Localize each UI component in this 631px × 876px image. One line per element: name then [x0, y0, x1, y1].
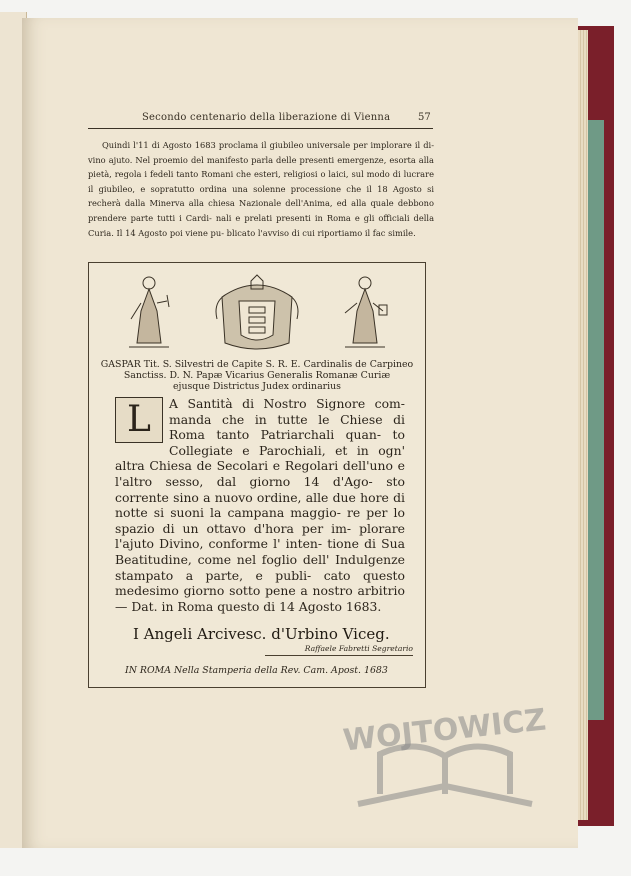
intro-line: alla chiesa Nazionale dell'Anima, ed alla quale debbono prendere parte tutti i Cardi-: [88, 198, 435, 223]
body-line: re per lo spazio di un ottavo d'hora per im-: [115, 505, 405, 536]
body-line: ogn' altra Chiesa de Secolari e Regolari: [115, 442, 405, 474]
body-line: dell' Indulgenze stampato a parte, e publi-: [115, 551, 406, 583]
page-number: 57: [418, 112, 431, 123]
body-line: a nostro arbitrio — Dat. in Roma questo di: [115, 583, 405, 614]
secretary-line: Raffaele Fabretti Segretario: [304, 644, 413, 653]
body-line: hore di notte si suoni la campana maggio-: [115, 489, 405, 521]
saint-right-engraving: [345, 277, 387, 347]
running-head: Secondo centenario della liberazione di Vienna: [142, 112, 391, 123]
intro-line: regola i fedeli tanto Romani che esteri, religiosi o laici, sul modo di lucrare il giubileo,: [88, 169, 434, 194]
body-line: manda che in tutte le Chiese di: [169, 411, 405, 427]
intro-line: Quindi l'11 di Agosto 1683 proclama il giubileo universale per implorare il di-: [102, 140, 434, 150]
watermark-text: WOJTOWICZ: [341, 702, 548, 759]
header-rule: [88, 128, 433, 129]
body-line: A Santità di Nostro Signore com-: [169, 396, 405, 411]
saint-left-engraving: [129, 277, 169, 347]
body-line: dell'uno e l'altro sesso, dal giorno 14 d'Ago-: [115, 458, 405, 489]
body-line: sto corrente sino a nuovo ordine, alle due: [115, 473, 405, 505]
intro-line: nali e prelati presenti in Roma e gli officiali della Curia. Il 14 Agosto poi viene pu-: [88, 212, 435, 238]
vicegerent-signature: I Angeli Arcivesc. d'Urbino Viceg.: [133, 625, 390, 643]
facsimile-notice: [88, 262, 426, 688]
intro-paragraph: [88, 138, 434, 240]
watermark-book-icon: [358, 746, 532, 804]
ornamental-drop-cap: L: [115, 397, 163, 443]
vignette-row: [117, 273, 397, 355]
papal-coat-of-arms: [216, 275, 298, 349]
decree-body: [115, 396, 405, 614]
body-line: cato questo medesimo giorno sotto pene: [115, 567, 405, 599]
intro-line: blicato l'avviso di cui riportiamo il fac simile.: [226, 227, 416, 238]
caption-line: GASPAR Tit. S. Silvestri de Capite S. R. E. Cardinalis de Carpineo: [100, 359, 414, 370]
watermark-logo: [340, 694, 550, 814]
printer-imprint: IN ROMA Nella Stamperia della Rev. Cam. Apost. 1683: [125, 665, 388, 676]
body-line: Roma tanto Patriarchali quan-: [169, 427, 382, 443]
body-line: tione di Sua Beatitudine, come nel foglio: [115, 536, 405, 567]
body-line: 14 Agosto 1683.: [279, 598, 382, 614]
caption-line: ejusque Districtus Judex ordinarius: [173, 381, 341, 392]
body-line: to Collegiate e Parochiali, et in: [169, 427, 405, 458]
caption-line: Sanctiss. D. N. Papæ Vicarius Generalis Romanæ Curiæ: [123, 370, 391, 381]
intro-line: e sopratutto ordina una solenne processione che il 18 Agosto si recherà dalla Minerva: [88, 183, 434, 209]
intro-line: vino ajuto. Nel proemio del manifesto parla delle presenti emergenze, esorta alla pietà,: [88, 154, 434, 180]
decree-caption: [95, 359, 419, 392]
body-line: plorare l'ajuto Divino, conforme l' inten-: [115, 520, 405, 552]
signature-rule: [265, 655, 413, 656]
